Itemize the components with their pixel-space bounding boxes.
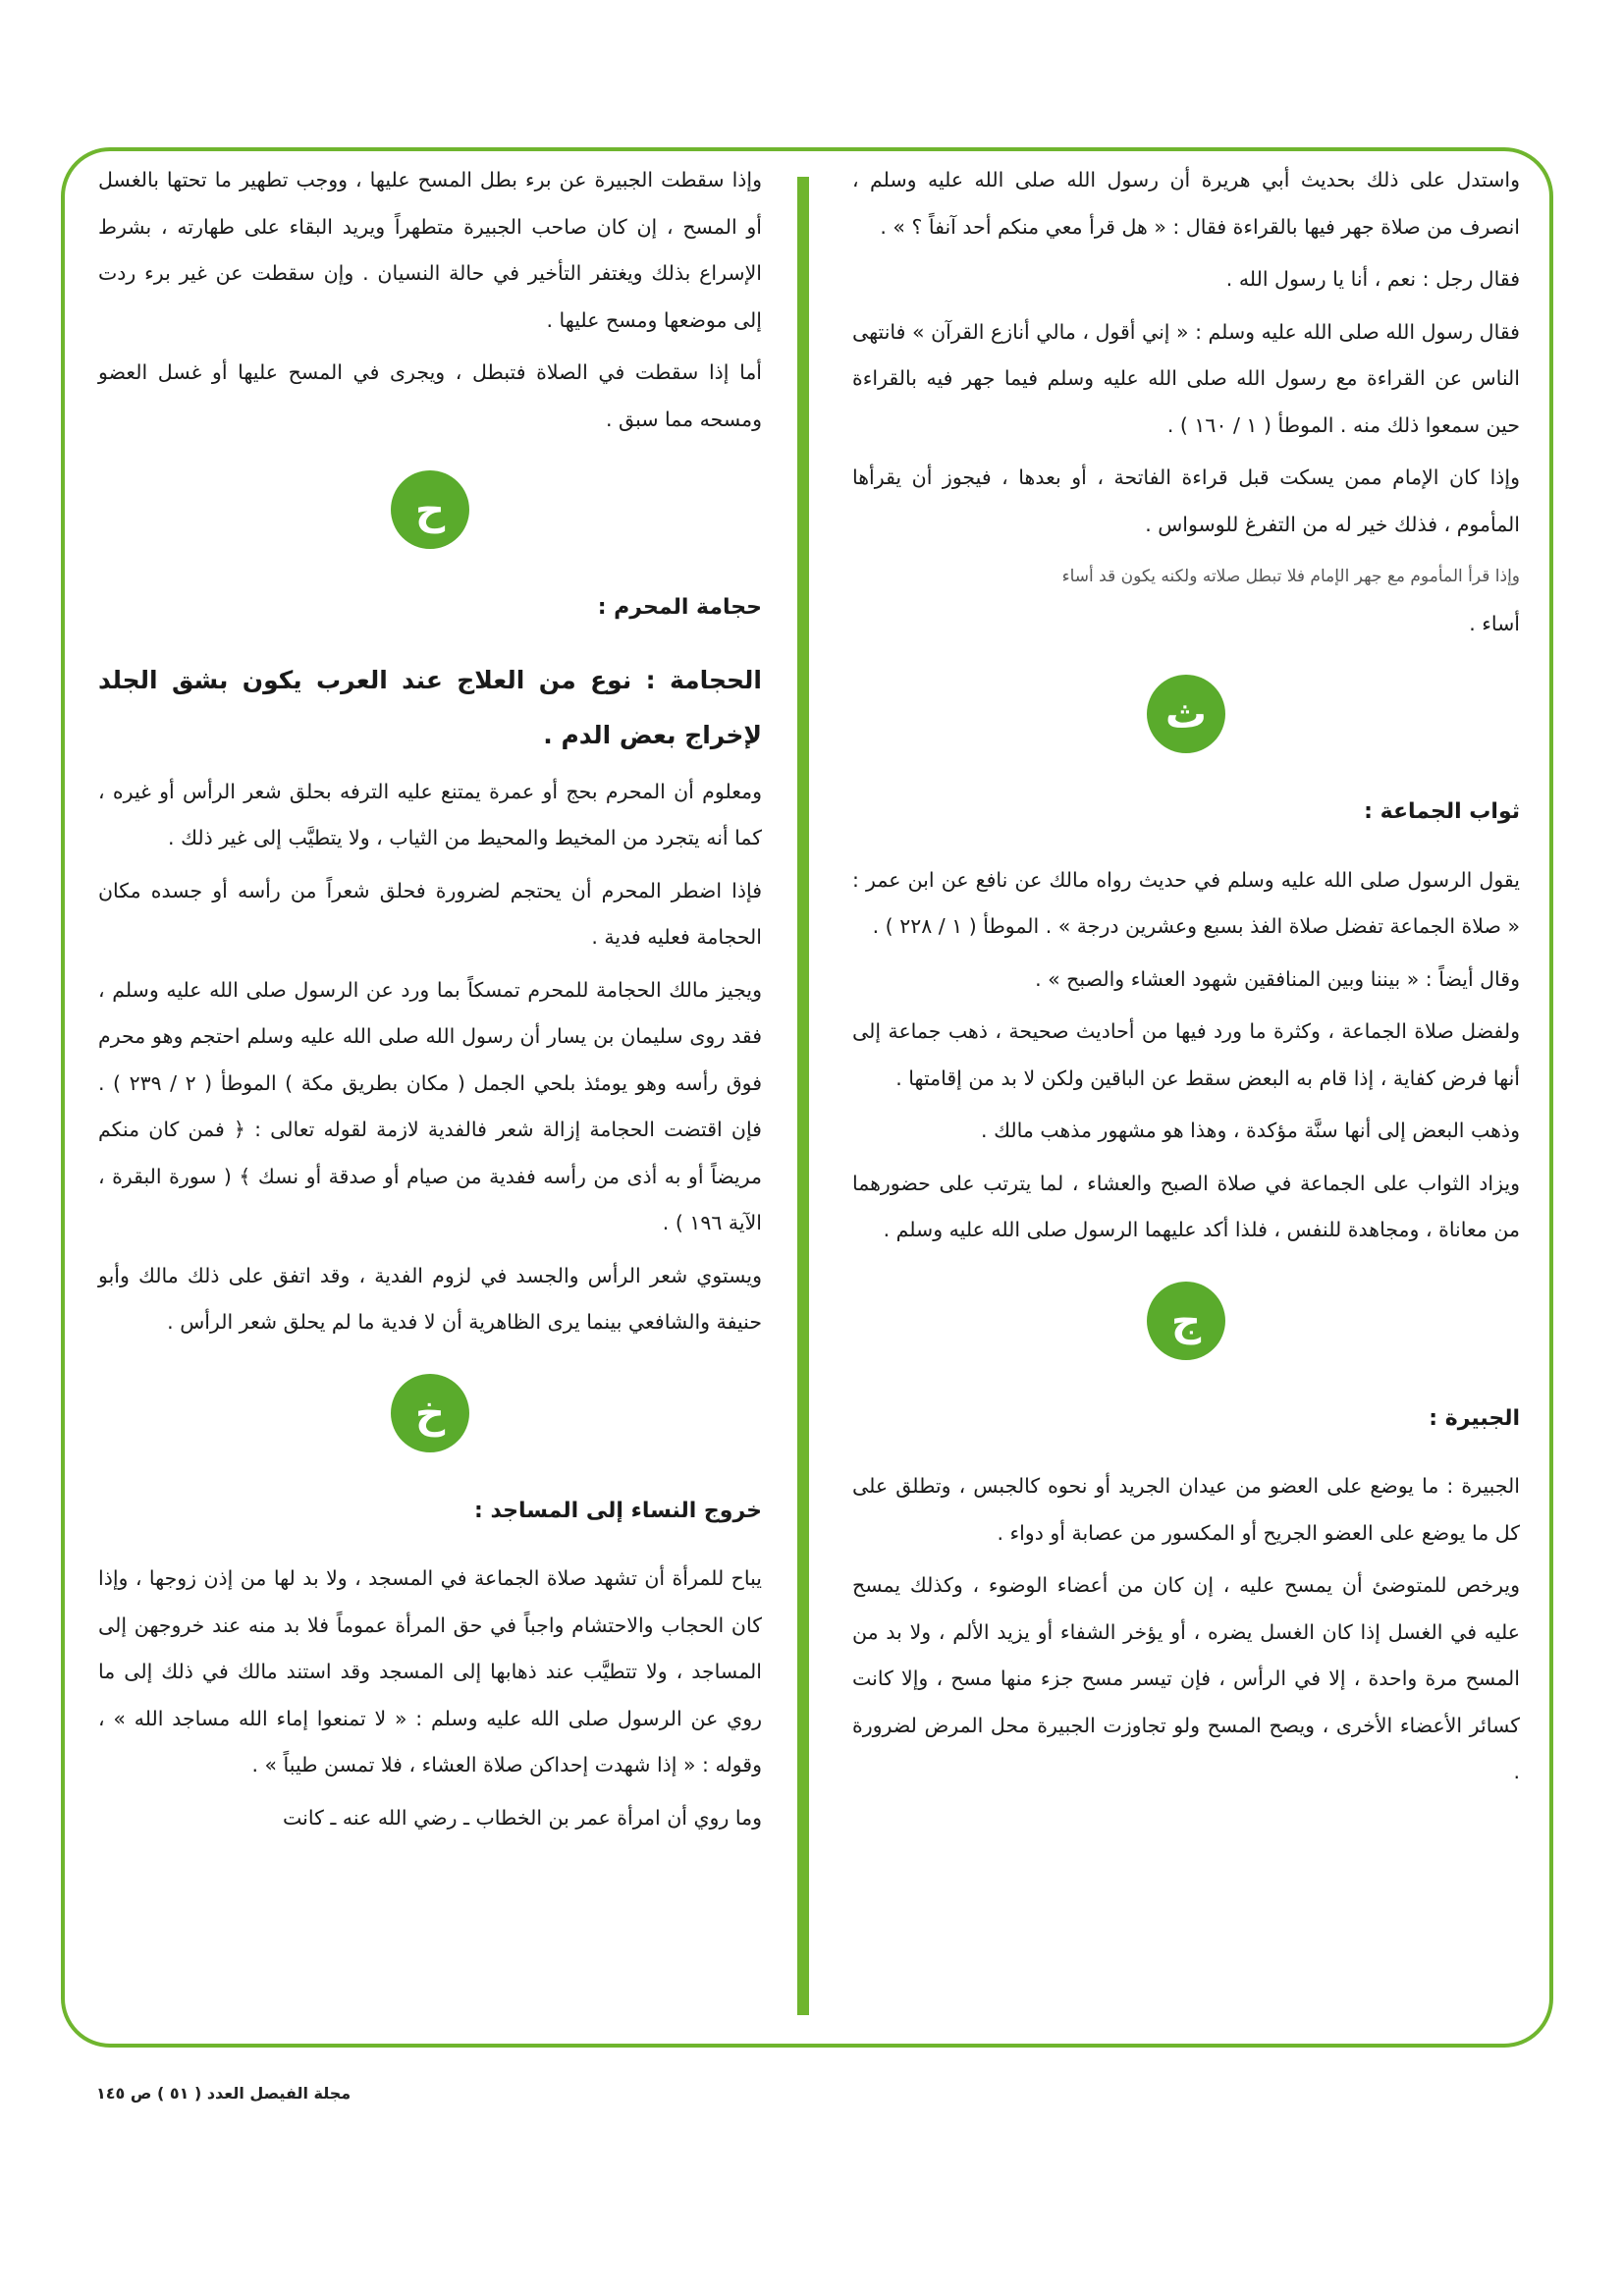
paragraph: وإذا سقطت الجبيرة عن برء بطل المسح عليها ، ووجب تطهير ما تحتها بالغسل أو المسح ، إن كان صاحب الجبيرة متطهراً ويريد البقاء على طهارته ، بشرط الإسراع بذلك ويغتفر التأخير في حالة النسيان . وإن سقطت عن غير برء ردت إلى موضعها ومسح عليها . bbox=[98, 168, 762, 332]
paragraph: فإذا اضطر المحرم أن يحتجم لضرورة فحلق شعراً من رأسه أو جسده مكان الحجامة فعليه فدية . bbox=[98, 878, 762, 949]
letter-emblem: ث bbox=[1147, 675, 1225, 753]
paragraph: ويجيز مالك الحجامة للمحرم تمسكاً بما ورد عن الرسول صلى الله عليه وسلم ، فقد روى سليمان بن يسار أن رسول الله صلى الله عليه وسلم احتجم وهو محرم فوق رأسه وهو يومئذ بلحي الجمل ( مكان بطريق مكة ) الموطأ ( ٢ / ٢٣٩ ) . فإن اقتضت الحجامة إزالة شعر فالفدية لازمة لقوله تعالى : ﴿ فمن كان منكم مريضاً أو به أذى من رأسه ففدية من صيام أو صدقة أو نسك ﴾ ( سورة البقرة ، الآية ١٩٦ ) . bbox=[98, 977, 762, 1234]
letter-emblem: ج bbox=[1147, 1282, 1225, 1360]
paragraph: ومعلوم أن المحرم بحج أو عمرة يمتنع عليه الترفه بحلق شعر الرأس أو غيره ، كما أنه يتجرد من المخيط والمحيط من الثياب ، ولا يتطيَّب إلى غير ذلك . bbox=[98, 779, 762, 849]
paragraph: ولفضل صلاة الجماعة ، وكثرة ما ورد فيها من أحاديث صحيحة ، ذهب جماعة إلى أنها فرض كفاية ، إذا قام به البعض سقط عن الباقين ولكن لا بد من إقامتها . bbox=[852, 1019, 1520, 1090]
letter-emblem: خ bbox=[391, 1374, 469, 1452]
paragraph: وإذا كان الإمام ممن يسكت قبل قراءة الفاتحة ، أو بعدها ، فيجوز أن يقرأها المأموم ، فذلك خير له من التفرغ للوسواس . bbox=[852, 465, 1520, 536]
paragraph: يباح للمرأة أن تشهد صلاة الجماعة في المسجد ، ولا بد لها من إذن زوجها ، وإذا كان الحجاب والاحتشام واجباً في حق المرأة عموماً فلا بد منه عند خروجهن إلى المساجد ، ولا تتطيَّب عند ذهابها إلى المسجد وقد استند مالك في ذلك إلى ما روي عن الرسول صلى الله عليه وسلم : « لا تمنعوا إماء الله مساجد الله » ، وقوله : « إذا شهدت إحداكن صلاة العشاء ، فلا تمسن طيباً » . bbox=[98, 1566, 762, 1777]
section-heading: الجبيرة : bbox=[1429, 1405, 1520, 1431]
paragraph: وقال أيضاً : « بيننا وبين المنافقين شهود العشاء والصبح » . bbox=[1035, 966, 1520, 991]
paragraph: ويرخص للمتوضئ أن يمسح عليه ، إن كان من أعضاء الوضوء ، وكذلك يمسح عليه في الغسل إذا كان الغسل يضره ، أو يؤخر الشفاء أو يزيد الألم ، ولا بد من المسح مرة واحدة ، إلا في الرأس ، فإن تيسر مسح جزء منها مسح ، وإلا كانت كسائر الأعضاء الأخرى ، ويصح المسح ولو تجاوزت الجبيرة محل المرض لضرورة . bbox=[852, 1573, 1520, 1783]
right-column bbox=[852, 157, 1520, 1802]
paragraph: أساء . bbox=[1469, 611, 1520, 635]
section-heading: خروج النساء إلى المساجد : bbox=[473, 1498, 762, 1523]
handwritten-note: وإذا قرأ المأموم مع جهر الإمام فلا تبطل صلاته ولكنه يكون قد أساء bbox=[1061, 567, 1520, 586]
page-footer: مجلة الفيصل العدد ( ٥١ ) ص ١٤٥ bbox=[96, 2084, 352, 2103]
section-heading: ثواب الجماعة : bbox=[1364, 799, 1520, 824]
left-column bbox=[98, 157, 762, 1847]
paragraph: الجبيرة : ما يوضع على العضو من عيدان الجريد أو نحوه كالجبس ، وتطلق على كل ما يوضع على العضو الجريح أو المكسور من عصابة أو دواء . bbox=[852, 1474, 1520, 1545]
paragraph: أما إذا سقطت في الصلاة فتبطل ، ويجرى في المسح عليها أو غسل العضو ومسحه مما سبق . bbox=[98, 360, 762, 431]
section-heading: حجامة المحرم : bbox=[597, 595, 762, 620]
definition: الحجامة : نوع من العلاج عند العرب يكون بشق الجلد لإخراج بعض الدم . bbox=[98, 665, 762, 749]
paragraph: فقال رجل : نعم ، أنا يا رسول الله . bbox=[1225, 267, 1520, 291]
paragraph: وذهب البعض إلى أنها سنَّة مؤكدة ، وهذا هو مشهور مذهب مالك . bbox=[981, 1119, 1520, 1142]
letter-emblem: ح bbox=[391, 470, 469, 549]
paragraph: ويستوي شعر الرأس والجسد في لزوم الفدية ، وقد اتفق على ذلك مالك وأبو حنيفة والشافعي بينما يرى الظاهرية أن لا فدية ما لم يحلق شعر الرأس . bbox=[98, 1263, 762, 1334]
paragraph: فقال رسول الله صلى الله عليه وسلم : « إني أقول ، مالي أنازع القرآن » فانتهى الناس عن القراءة مع رسول الله صلى الله عليه وسلم فيما جهر فيه بالقراءة حين سمعوا ذلك منه . الموطأ ( ١ / ١٦٠ ) . bbox=[852, 319, 1520, 437]
paragraph: وما روي أن امرأة عمر بن الخطاب ـ رضي الله عنه ـ كانت bbox=[283, 1805, 762, 1830]
paragraph: واستدل على ذلك بحديث أبي هريرة أن رسول الله صلى الله عليه وسلم ، انصرف من صلاة جهر فيها بالقراءة فقال : « هل قرأ معي منكم أحد آنفاً ؟ » . bbox=[852, 168, 1520, 239]
paragraph: يقول الرسول صلى الله عليه وسلم في حديث رواه مالك عن نافع عن ابن عمر : « صلاة الجماعة تفضل صلاة الفذ بسبع وعشرين درجة » . الموطأ ( ١ / ٢٢٨ ) . bbox=[852, 867, 1520, 938]
column-divider bbox=[797, 177, 809, 2015]
paragraph: ويزاد الثواب على الجماعة في صلاة الصبح والعشاء ، لما يترتب على حضورهما من معاناة ، ومجاهدة للنفس ، فلذا أكد عليهما الرسول صلى الله عليه وسلم . bbox=[852, 1171, 1520, 1241]
